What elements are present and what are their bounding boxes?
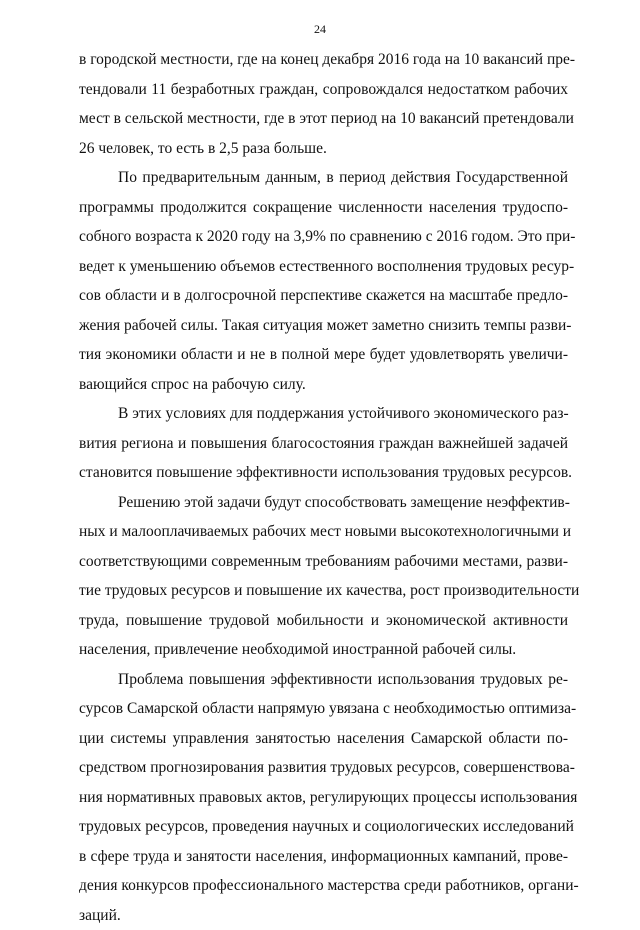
- text-line: Проблема повышения эффективности использования трудовых ре-: [79, 665, 568, 695]
- text-line: в городской местности, где на конец декабря 2016 года на 10 вакансий пре-: [79, 45, 568, 75]
- text-line: ведет к уменьшению объемов естественного восполнения трудовых ресур-: [79, 252, 568, 282]
- text-line: становится повышение эффективности использования трудовых ресурсов.: [79, 458, 568, 488]
- text-line: заций.: [79, 901, 568, 930]
- text-line: сурсов Самарской области напрямую увязана с необходимостью оптимиза-: [79, 694, 568, 724]
- text-line: средством прогнозирования развития трудовых ресурсов, совершенствова-: [79, 753, 568, 783]
- text-line: ции системы управления занятостью населения Самарской области по-: [79, 724, 568, 754]
- text-line: мест в сельской местности, где в этот период на 10 вакансий претендовали: [79, 104, 568, 134]
- text-line: программы продолжится сокращение численности населения трудоспо-: [79, 193, 568, 223]
- text-line: населения, привлечение необходимой иностранной рабочей силы.: [79, 635, 568, 665]
- text-line: тия экономики области и не в полной мере будет удовлетворять увеличи-: [79, 340, 568, 370]
- paragraph: [79, 488, 568, 665]
- text-line: По предварительным данным, в период действия Государственной: [79, 163, 568, 193]
- paragraph: [79, 399, 568, 488]
- page-number: 24: [0, 22, 640, 36]
- text-line: Решению этой задачи будут способствовать замещение неэффектив-: [79, 488, 568, 518]
- text-line: В этих условиях для поддержания устойчивого экономического раз-: [79, 399, 568, 429]
- document-body: [79, 45, 568, 930]
- text-line: вающийся спрос на рабочую силу.: [79, 370, 568, 400]
- text-line: 26 человек, то есть в 2,5 раза больше.: [79, 134, 568, 164]
- text-line: вития региона и повышения благосостояния граждан важнейшей задачей: [79, 429, 568, 459]
- paragraph: [79, 45, 568, 163]
- paragraph: [79, 665, 568, 930]
- text-line: собного возраста к 2020 году на 3,9% по сравнению с 2016 годом. Это при-: [79, 222, 568, 252]
- text-line: дения конкурсов профессионального мастерства среди работников, органи-: [79, 871, 568, 901]
- paragraph: [79, 163, 568, 399]
- text-line: труда, повышение трудовой мобильности и экономической активности: [79, 606, 568, 636]
- text-line: ных и малооплачиваемых рабочих мест новыми высокотехнологичными и: [79, 517, 568, 547]
- text-line: тие трудовых ресурсов и повышение их качества, рост производительности: [79, 576, 568, 606]
- text-line: жения рабочей силы. Такая ситуация может заметно снизить темпы разви-: [79, 311, 568, 341]
- text-line: трудовых ресурсов, проведения научных и социологических исследований: [79, 812, 568, 842]
- text-line: ния нормативных правовых актов, регулирующих процессы использования: [79, 783, 568, 813]
- text-line: соответствующими современным требованиям рабочими местами, разви-: [79, 547, 568, 577]
- text-line: в сфере труда и занятости населения, информационных кампаний, прове-: [79, 842, 568, 872]
- text-line: тендовали 11 безработных граждан, сопровождался недостатком рабочих: [79, 75, 568, 105]
- text-line: сов области и в долгосрочной перспективе скажется на масштабе предло-: [79, 281, 568, 311]
